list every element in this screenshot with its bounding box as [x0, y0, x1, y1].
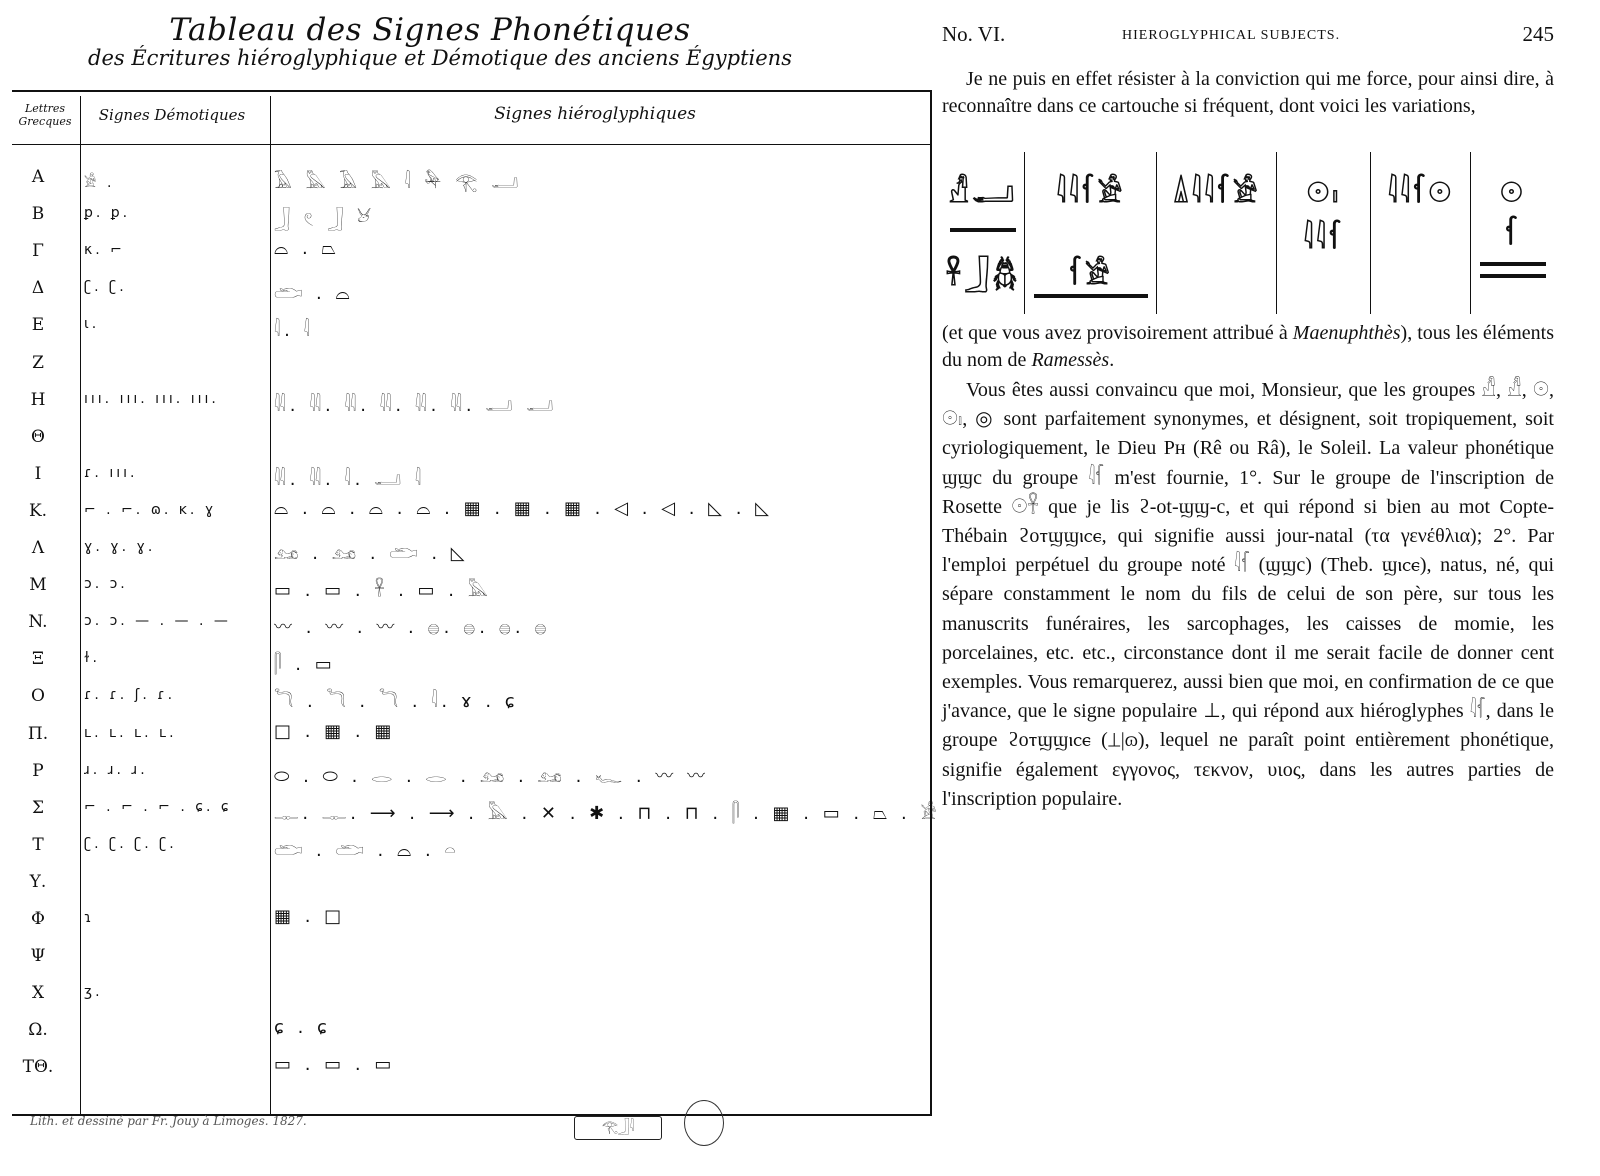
hieroglyphic-signs: 𓇌. 𓇌. 𓇋. 𓂝 𓇋	[274, 468, 426, 490]
plate-footnote: Lith. et dessiné par Fr. Jouy à Limoges. 1827.	[30, 1114, 307, 1128]
greek-letter: Z	[32, 352, 44, 373]
cartouche-bar	[1480, 262, 1546, 266]
demotic-signs: ʗ. ʗ. ʗ. ʗ.	[84, 835, 177, 852]
table-row	[12, 789, 941, 825]
table-row	[12, 455, 912, 491]
paragraph-1: Je ne puis en effet résister à la conviction qui me force, pour ainsi dire, à reconnaître dans ce cartouche si fréquent, dont voici les variations,	[942, 68, 1554, 117]
greek-letter: Γ	[32, 241, 44, 262]
greek-letter: E	[31, 315, 45, 336]
plate-subtitle: des Écritures hiéroglyphique et Démotique des anciens Égyptiens	[88, 46, 792, 70]
greek-letter: Θ	[31, 426, 45, 447]
cartouche-top-glyphs: 𓇳	[1500, 176, 1526, 209]
hieroglyphic-signs: 𓊃. 𓊃. ⟶ . ⟶ . 𓅓 . ✕ . ✱ . ⊓ . ⊓ . 𓋴 . ▦ . ▭ . ⏢ . 𓀀	[274, 802, 941, 824]
table-row	[12, 863, 912, 899]
hieroglyphic-signs: 𓂧 . 𓂧 . ⌓ . 𓏏	[274, 839, 460, 861]
table-row	[12, 900, 912, 936]
cartouche-3	[1158, 152, 1277, 314]
table-row	[12, 529, 912, 565]
demotic-signs: ɩ.	[84, 316, 100, 333]
greek-letter: H	[30, 389, 46, 410]
name-ramesses: Ramessès	[1031, 349, 1110, 371]
cartouche-top-glyphs: 𓇳𓏤	[1306, 176, 1342, 209]
demotic-signs: ɾ. ııı.	[84, 464, 138, 481]
cartouche-bar	[1480, 274, 1546, 278]
table-row	[12, 640, 912, 676]
greek-letter: Ξ	[32, 649, 44, 670]
greek-letter: Σ	[31, 797, 45, 818]
table-row	[12, 937, 912, 973]
table-row	[12, 826, 912, 862]
greek-letter: Λ	[31, 538, 45, 558]
demotic-signs: κ. ⌐	[84, 242, 125, 259]
cartouche-bottom-glyphs: 𓋹𓃀𓆣	[945, 258, 1021, 291]
demotic-signs: ꝑ. ꝑ.	[84, 205, 131, 222]
plate-title: Tableau des Signes Phonétiques	[169, 12, 691, 48]
hieroglyphic-signs: ▦ . □	[274, 906, 346, 927]
paragraph-3: Vous êtes aussi convaincu que moi, Monsieur, que les groupes 𓀭, 𓀭, 𓇳, 𓇳𓏤, ◎ sont parfaitement synonymes, et désignent, soit tropiquement, soit cyriologiquement, le Dieu Pн (Rê ou Râ), le Soleil. La valeur phonétique ϣϣc du groupe 𓇋𓆳 m'est fournie, 1°. Sur le groupe de l'inscription de Rosette 𓇳𓋹 que je lis ϩ-ot-ϣϣ-c, et qui répond si bien au mot Copte-Thébain ϩoⲧϣϣⲓⲥⲉ, qui signifie aussi jour-natal (τα γενέθλια); 2°. Par l'emploi perpétuel du groupe noté 𓇋𓆳 (ϣϣc) (Theb. ϣⲓⲥⲉ), natus, né, qui sépare constamment le nom du fils de celui de son père, sur tous les manuscrits funéraires, les sarcophages, les caisses de momie, les porcelaines, etc. etc., circonstance dont il me serait facile de donner cent exemples. Vous remarquerez, aussi bien que moi, en confirmation de ce que j'avance, que le signe populaire ⊥, qui répond aux hiéroglyphes 𓇋𓆳, dans le groupe ϩoⲧϣϣⲓⲥⲉ (⊥|ɷ), lequel ne paraît point entièrement phonétique, signifie également εγγονος, τεκνον, υιος, dans les autres parties de l'inscription populaire.	[942, 379, 1554, 810]
hieroglyphic-signs: 𓇋. 𓇋	[274, 320, 314, 342]
demotic-signs: ⌐ . ⌐ . ⌐ . ɕ. ɕ	[84, 798, 232, 815]
table-row	[12, 195, 912, 231]
hieroglyphic-signs: ▭ . ▭ . ▭	[274, 1054, 396, 1076]
table-row	[12, 974, 912, 1010]
cartouche-5	[1372, 152, 1471, 314]
cartouche-2	[1026, 152, 1157, 314]
table-row	[12, 232, 912, 268]
cartouche-bottom-glyphs: 𓆳	[1505, 218, 1521, 251]
book-page	[940, 0, 1560, 1176]
demotic-signs: 𓀀 .	[84, 175, 115, 191]
hieroglyphic-signs: 𓆓 . 𓆓 . 𓆓 . 𓇋. ɤ . ɕ	[274, 691, 519, 713]
table-row	[12, 752, 912, 788]
greek-letter: B	[31, 204, 45, 225]
header-demotic-signs: Signes Démotiques	[98, 106, 246, 124]
hieroglyphic-signs: 〰 . 〰 . 〰 . 𓐍. 𓐍. 𓐍. 𓐍	[274, 617, 551, 639]
hieroglyphic-signs: □ . ▦ . ▦	[274, 720, 396, 742]
greek-letter: TΘ.	[22, 1057, 54, 1078]
hieroglyphic-signs: ⌓ . ⌓ . ⌓ . ⌓ . ▦ . ▦ . ▦ . ◁ . ◁ . ◺ . ◺	[274, 497, 773, 519]
greek-letter: Ψ	[30, 946, 46, 967]
table-row	[12, 306, 912, 342]
hieroglyphic-signs: 𓋴 . ▭	[274, 654, 336, 676]
table-row	[12, 158, 912, 194]
demotic-signs: ɿ	[84, 910, 95, 926]
greek-letter: N.	[28, 612, 48, 633]
header-divider	[12, 144, 932, 145]
cartouche-variations	[942, 152, 1556, 318]
greek-letter: I	[34, 463, 42, 484]
demotic-signs: ɾ. ɾ. ʃ. ɾ.	[84, 687, 176, 704]
hieroglyphic-signs: ⬭ . ⬭ . 𓂋 . 𓂋 . 𓃭 . 𓃭 . 𓆑 . 〰 〰	[274, 765, 709, 787]
demotic-signs: ııı. ııı. ııı. ııı.	[84, 390, 219, 407]
paragraph-2	[942, 320, 1554, 374]
table-row	[12, 418, 912, 454]
table-row	[12, 269, 912, 305]
table-row	[12, 344, 912, 380]
demotic-signs: ʟ. ʟ. ʟ. ʟ.	[84, 724, 177, 741]
paragraph-2-text: ), tous les éléments du nom de	[942, 322, 1554, 371]
cartouche-bottom-glyphs: 𓇋𓇋𓆳	[1303, 222, 1345, 255]
hieroglyphic-signs: 𓄿 𓅓 𓄿 𓅓 𓇋 𓅆 𓂀 𓂝	[274, 172, 523, 193]
greek-letter: A	[31, 167, 45, 187]
cartouche-top-glyphs: 𓏙𓇋𓇋𓆳𓀀	[1173, 176, 1261, 209]
paragraph-2-text: .	[1109, 349, 1115, 371]
running-title: HIEROGLYPHICAL SUBJECTS.	[1122, 28, 1341, 43]
greek-letter: T	[32, 834, 44, 855]
greek-letter: Π.	[27, 723, 49, 744]
paragraph-2-text: (et que vous avez provisoirement attribué à	[942, 322, 1293, 344]
greek-letter: O	[31, 686, 45, 707]
cartouche-bottom-glyphs: 𓆳𓀀	[1069, 258, 1113, 291]
demotic-signs: ʗ. ʗ.	[84, 279, 127, 296]
greek-letter: Ω.	[28, 1020, 48, 1041]
cartouche-top-glyphs: 𓇋𓇋𓆳𓇳	[1387, 176, 1455, 209]
hieroglyphic-signs: ⌓ . ⏢	[274, 238, 340, 260]
hieroglyphic-signs: 𓃭 . 𓃭 . 𓂧 . ◺	[274, 543, 469, 564]
library-stamp: 𓂀𓃀𓇋	[574, 1116, 662, 1140]
library-seal-icon	[684, 1100, 724, 1146]
hieroglyphic-signs: ɕ . ɕ	[274, 1017, 331, 1039]
section-number: No. VI.	[942, 22, 1006, 46]
greek-letter: Υ.	[29, 871, 47, 892]
demotic-signs: ɔ. ɔ. — . — . —	[84, 613, 231, 630]
greek-letter: Δ	[31, 278, 45, 299]
table-row	[12, 715, 912, 751]
header-hieroglyphic-signs: Signes hiéroglyphiques	[494, 104, 696, 124]
greek-letter: X	[31, 983, 45, 1004]
hieroglyphic-signs: 𓇌. 𓇌. 𓇌. 𓇌. 𓇌. 𓇌. 𓂝 𓂝	[274, 394, 558, 416]
cartouche-top-glyphs: 𓇋𓇋𓆳𓀀	[1056, 176, 1126, 209]
hieroglyphic-signs: ▭ . ▭ . 𓋹 . ▭ . 𓅓	[274, 580, 492, 602]
hieroglyphic-signs: 𓂧 . ⌓	[274, 283, 354, 305]
table-row	[12, 677, 912, 713]
cartouche-4	[1278, 152, 1371, 314]
demotic-signs: ɔ. ɔ.	[84, 576, 128, 593]
demotic-signs: ɣ. ɣ. ɣ.	[84, 539, 156, 555]
table-row	[12, 1011, 912, 1047]
cartouche-1	[942, 152, 1025, 314]
cartouche-bar	[1034, 294, 1148, 298]
demotic-signs: ʒ.	[84, 984, 103, 1001]
table-row	[12, 603, 912, 639]
table-row	[12, 381, 912, 417]
greek-letter: M	[29, 575, 47, 596]
page-number: 245	[1522, 22, 1554, 46]
name-maenuphthes: Maenuphthès	[1292, 322, 1401, 344]
cartouche-top-glyphs: 𓀭𓂝	[948, 176, 1018, 209]
greek-letter: Φ	[31, 909, 45, 929]
table-row	[12, 492, 912, 528]
hieroglyphic-signs: 𓃀 𓏲 𓃀 𓃾	[274, 209, 376, 231]
header-greek-letters: Lettres Grecques	[18, 102, 72, 128]
table-row	[12, 566, 912, 602]
demotic-signs: ⌐ . ⌐. ɷ. ĸ. ɣ	[84, 501, 217, 518]
cartouche-6	[1472, 152, 1554, 314]
greek-letter: P	[32, 760, 44, 781]
table-row	[12, 1048, 912, 1084]
demotic-signs: ɫ.	[84, 650, 100, 667]
demotic-signs: ɹ. ɹ. ɹ.	[84, 761, 148, 778]
greek-letter: K.	[28, 500, 48, 521]
cartouche-bar	[950, 228, 1016, 232]
